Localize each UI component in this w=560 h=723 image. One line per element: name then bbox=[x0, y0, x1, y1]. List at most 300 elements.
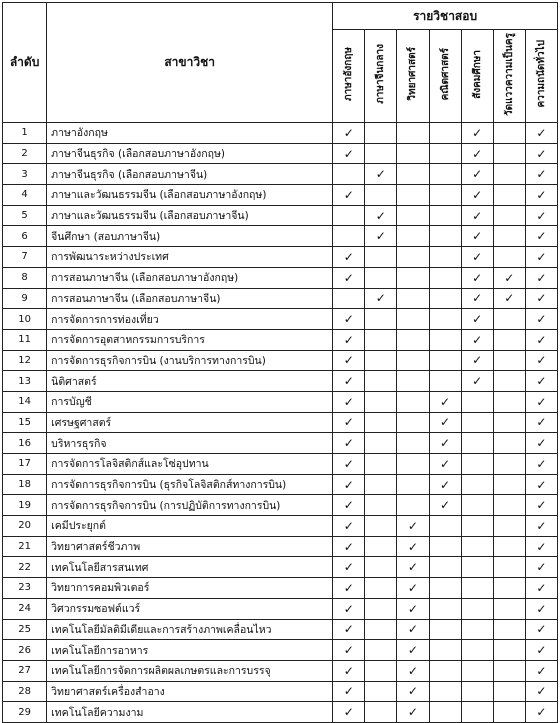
subject-cell bbox=[461, 578, 493, 599]
subject-cell bbox=[525, 123, 557, 144]
exam-subjects-table bbox=[2, 2, 558, 723]
subject-cell bbox=[365, 309, 397, 330]
check-mark-icon: ✓ bbox=[440, 477, 451, 492]
subject-cell bbox=[493, 288, 525, 309]
program-name: เศรษฐศาสตร์ bbox=[47, 412, 333, 433]
subject-header-label: สังคมศึกษา bbox=[471, 49, 483, 99]
subject-cell bbox=[525, 371, 557, 392]
subject-cell bbox=[365, 536, 397, 557]
subject-cell bbox=[333, 164, 365, 185]
row-number: 7 bbox=[3, 247, 47, 268]
check-mark-icon: ✓ bbox=[440, 498, 451, 513]
check-mark-icon: ✓ bbox=[536, 456, 547, 471]
row-number: 18 bbox=[3, 474, 47, 495]
subject-cell bbox=[525, 495, 557, 516]
subject-cell bbox=[397, 412, 429, 433]
subject-cell bbox=[397, 640, 429, 661]
check-mark-icon: ✓ bbox=[343, 415, 354, 430]
check-mark-icon: ✓ bbox=[472, 249, 483, 264]
check-mark-icon: ✓ bbox=[407, 643, 418, 658]
subject-cell bbox=[493, 143, 525, 164]
subject-cell bbox=[333, 143, 365, 164]
program-name: เคมีประยุกต์ bbox=[47, 516, 333, 537]
check-mark-icon: ✓ bbox=[407, 518, 418, 533]
subject-cell bbox=[365, 640, 397, 661]
subject-cell bbox=[429, 536, 461, 557]
header-program: สาขาวิชา bbox=[47, 3, 333, 123]
subject-cell bbox=[493, 164, 525, 185]
header-subjects-group: รายวิชาสอบ bbox=[333, 3, 558, 30]
subject-header-1 bbox=[333, 30, 365, 123]
program-name: เทคโนโลยีความงาม bbox=[47, 702, 333, 723]
subject-cell bbox=[429, 412, 461, 433]
subject-cell bbox=[525, 412, 557, 433]
check-mark-icon: ✓ bbox=[343, 622, 354, 637]
check-mark-icon: ✓ bbox=[472, 374, 483, 389]
check-mark-icon: ✓ bbox=[343, 146, 354, 161]
program-name: ภาษาอังกฤษ bbox=[47, 123, 333, 144]
subject-cell bbox=[525, 536, 557, 557]
subject-cell bbox=[461, 536, 493, 557]
check-mark-icon: ✓ bbox=[375, 167, 386, 182]
subject-cell bbox=[493, 391, 525, 412]
subject-cell bbox=[493, 185, 525, 206]
subject-cell bbox=[461, 247, 493, 268]
check-mark-icon: ✓ bbox=[536, 622, 547, 637]
check-mark-icon: ✓ bbox=[536, 291, 547, 306]
subject-cell bbox=[397, 350, 429, 371]
subject-cell bbox=[365, 226, 397, 247]
subject-cell bbox=[429, 391, 461, 412]
subject-cell bbox=[365, 660, 397, 681]
table-body bbox=[3, 123, 558, 723]
table-row bbox=[3, 371, 558, 392]
check-mark-icon: ✓ bbox=[472, 187, 483, 202]
subject-cell bbox=[461, 598, 493, 619]
subject-cell bbox=[461, 205, 493, 226]
check-mark-icon: ✓ bbox=[536, 560, 547, 575]
check-mark-icon: ✓ bbox=[536, 249, 547, 264]
row-number: 28 bbox=[3, 681, 47, 702]
table-row bbox=[3, 598, 558, 619]
check-mark-icon: ✓ bbox=[343, 684, 354, 699]
subject-cell bbox=[461, 495, 493, 516]
check-mark-icon: ✓ bbox=[343, 560, 354, 575]
subject-header-label: ภาษาจีนกลาง bbox=[375, 44, 387, 104]
subject-cell bbox=[493, 412, 525, 433]
table-row bbox=[3, 536, 558, 557]
subject-cell bbox=[429, 226, 461, 247]
subject-cell bbox=[365, 681, 397, 702]
check-mark-icon: ✓ bbox=[343, 539, 354, 554]
program-name: บริหารธุรกิจ bbox=[47, 433, 333, 454]
subject-cell bbox=[525, 185, 557, 206]
subject-cell bbox=[397, 185, 429, 206]
subject-cell bbox=[365, 557, 397, 578]
subject-cell bbox=[333, 495, 365, 516]
check-mark-icon: ✓ bbox=[536, 208, 547, 223]
subject-cell bbox=[429, 640, 461, 661]
subject-cell bbox=[365, 578, 397, 599]
check-mark-icon: ✓ bbox=[343, 498, 354, 513]
subject-cell bbox=[365, 205, 397, 226]
table-row bbox=[3, 205, 558, 226]
row-number: 8 bbox=[3, 267, 47, 288]
subject-cell bbox=[397, 578, 429, 599]
subject-cell bbox=[365, 123, 397, 144]
subject-cell bbox=[525, 660, 557, 681]
subject-cell bbox=[493, 495, 525, 516]
subject-cell bbox=[333, 557, 365, 578]
subject-cell bbox=[397, 205, 429, 226]
subject-cell bbox=[493, 371, 525, 392]
check-mark-icon: ✓ bbox=[536, 643, 547, 658]
subject-cell bbox=[429, 247, 461, 268]
row-number: 25 bbox=[3, 619, 47, 640]
check-mark-icon: ✓ bbox=[536, 684, 547, 699]
subject-cell bbox=[429, 516, 461, 537]
check-mark-icon: ✓ bbox=[536, 477, 547, 492]
row-number: 4 bbox=[3, 185, 47, 206]
row-number: 29 bbox=[3, 702, 47, 723]
check-mark-icon: ✓ bbox=[343, 580, 354, 595]
program-name: การสอนภาษาจีน (เลือกสอบภาษาจีน) bbox=[47, 288, 333, 309]
subject-cell bbox=[493, 267, 525, 288]
subject-cell bbox=[397, 681, 429, 702]
subject-cell bbox=[333, 660, 365, 681]
row-number: 11 bbox=[3, 329, 47, 350]
check-mark-icon: ✓ bbox=[472, 353, 483, 368]
check-mark-icon: ✓ bbox=[536, 167, 547, 182]
subject-cell bbox=[365, 412, 397, 433]
subject-cell bbox=[461, 123, 493, 144]
check-mark-icon: ✓ bbox=[504, 270, 515, 285]
subject-cell bbox=[365, 350, 397, 371]
check-mark-icon: ✓ bbox=[407, 601, 418, 616]
subject-cell bbox=[333, 681, 365, 702]
subject-header-7 bbox=[525, 30, 557, 123]
subject-cell bbox=[333, 702, 365, 723]
table-row bbox=[3, 329, 558, 350]
subject-cell bbox=[429, 454, 461, 475]
subject-cell bbox=[493, 123, 525, 144]
table-row bbox=[3, 412, 558, 433]
subject-cell bbox=[365, 495, 397, 516]
check-mark-icon: ✓ bbox=[472, 291, 483, 306]
check-mark-icon: ✓ bbox=[343, 643, 354, 658]
table-row bbox=[3, 123, 558, 144]
subject-cell bbox=[461, 185, 493, 206]
subject-cell bbox=[461, 702, 493, 723]
subject-cell bbox=[429, 660, 461, 681]
subject-cell bbox=[461, 391, 493, 412]
subject-cell bbox=[461, 309, 493, 330]
check-mark-icon: ✓ bbox=[504, 291, 515, 306]
subject-cell bbox=[397, 474, 429, 495]
subject-cell bbox=[429, 578, 461, 599]
subject-cell bbox=[365, 288, 397, 309]
subject-cell bbox=[493, 329, 525, 350]
check-mark-icon: ✓ bbox=[536, 415, 547, 430]
row-number: 26 bbox=[3, 640, 47, 661]
table-row bbox=[3, 516, 558, 537]
subject-cell bbox=[397, 247, 429, 268]
subject-cell bbox=[397, 309, 429, 330]
program-name: จีนศึกษา (สอบภาษาจีน) bbox=[47, 226, 333, 247]
subject-cell bbox=[333, 350, 365, 371]
subject-cell bbox=[365, 474, 397, 495]
subject-cell bbox=[429, 205, 461, 226]
subject-cell bbox=[365, 598, 397, 619]
check-mark-icon: ✓ bbox=[536, 187, 547, 202]
subject-cell bbox=[333, 536, 365, 557]
subject-cell bbox=[525, 247, 557, 268]
subject-cell bbox=[525, 433, 557, 454]
program-name: วิทยาศาสตร์เครื่องสำอาง bbox=[47, 681, 333, 702]
subject-cell bbox=[333, 226, 365, 247]
subject-cell bbox=[365, 267, 397, 288]
check-mark-icon: ✓ bbox=[343, 436, 354, 451]
subject-cell bbox=[493, 619, 525, 640]
table-row bbox=[3, 267, 558, 288]
subject-cell bbox=[333, 640, 365, 661]
table-row bbox=[3, 557, 558, 578]
check-mark-icon: ✓ bbox=[343, 456, 354, 471]
subject-cell bbox=[333, 578, 365, 599]
subject-cell bbox=[525, 391, 557, 412]
table-row bbox=[3, 640, 558, 661]
subject-cell bbox=[429, 681, 461, 702]
subject-cell bbox=[461, 288, 493, 309]
subject-cell bbox=[461, 681, 493, 702]
program-name: ภาษาและวัฒนธรรมจีน (เลือกสอบภาษาอังกฤษ) bbox=[47, 185, 333, 206]
subject-cell bbox=[461, 516, 493, 537]
check-mark-icon: ✓ bbox=[407, 705, 418, 720]
subject-cell bbox=[429, 557, 461, 578]
subject-cell bbox=[397, 454, 429, 475]
subject-cell bbox=[365, 185, 397, 206]
row-number: 27 bbox=[3, 660, 47, 681]
subject-cell bbox=[493, 640, 525, 661]
subject-cell bbox=[365, 247, 397, 268]
subject-cell bbox=[525, 578, 557, 599]
subject-header-2 bbox=[365, 30, 397, 123]
table-row bbox=[3, 391, 558, 412]
subject-cell bbox=[429, 288, 461, 309]
check-mark-icon: ✓ bbox=[536, 436, 547, 451]
check-mark-icon: ✓ bbox=[343, 187, 354, 202]
subject-cell bbox=[365, 164, 397, 185]
subject-cell bbox=[397, 433, 429, 454]
row-number: 10 bbox=[3, 309, 47, 330]
subject-cell bbox=[397, 371, 429, 392]
program-name: เทคโนโลยีสารสนเทศ bbox=[47, 557, 333, 578]
program-name: ภาษาจีนธุรกิจ (เลือกสอบภาษาจีน) bbox=[47, 164, 333, 185]
subject-cell bbox=[397, 164, 429, 185]
subject-cell bbox=[461, 474, 493, 495]
subject-cell bbox=[429, 495, 461, 516]
check-mark-icon: ✓ bbox=[472, 146, 483, 161]
check-mark-icon: ✓ bbox=[536, 580, 547, 595]
check-mark-icon: ✓ bbox=[536, 146, 547, 161]
program-name: วิศวกรรมซอฟต์แวร์ bbox=[47, 598, 333, 619]
check-mark-icon: ✓ bbox=[472, 167, 483, 182]
program-name: การสอนภาษาจีน (เลือกสอบภาษาอังกฤษ) bbox=[47, 267, 333, 288]
subject-cell bbox=[365, 619, 397, 640]
check-mark-icon: ✓ bbox=[472, 332, 483, 347]
check-mark-icon: ✓ bbox=[343, 663, 354, 678]
subject-cell bbox=[493, 598, 525, 619]
check-mark-icon: ✓ bbox=[536, 394, 547, 409]
subject-cell bbox=[429, 123, 461, 144]
table-row bbox=[3, 143, 558, 164]
subject-cell bbox=[525, 598, 557, 619]
check-mark-icon: ✓ bbox=[343, 477, 354, 492]
subject-header-label: วิทยาศาสตร์ bbox=[407, 47, 419, 101]
subject-cell bbox=[429, 433, 461, 454]
subject-cell bbox=[397, 267, 429, 288]
subject-cell bbox=[333, 123, 365, 144]
row-number: 2 bbox=[3, 143, 47, 164]
subject-cell bbox=[493, 516, 525, 537]
check-mark-icon: ✓ bbox=[536, 312, 547, 327]
subject-cell bbox=[461, 143, 493, 164]
table-row bbox=[3, 226, 558, 247]
subject-header-label: ความถนัดทั่วไป bbox=[535, 40, 547, 108]
program-name: การจัดการการท่องเที่ยว bbox=[47, 309, 333, 330]
subject-cell bbox=[525, 205, 557, 226]
subject-cell bbox=[397, 516, 429, 537]
program-name: การจัดการธุรกิจการบิน (ธุรกิจโลจิสติกส์ทางการบิน) bbox=[47, 474, 333, 495]
check-mark-icon: ✓ bbox=[407, 560, 418, 575]
check-mark-icon: ✓ bbox=[343, 249, 354, 264]
check-mark-icon: ✓ bbox=[407, 684, 418, 699]
subject-header-label: วัดแววความเป็นครู bbox=[503, 32, 515, 116]
subject-cell bbox=[429, 164, 461, 185]
subject-cell bbox=[461, 350, 493, 371]
check-mark-icon: ✓ bbox=[343, 270, 354, 285]
check-mark-icon: ✓ bbox=[343, 332, 354, 347]
check-mark-icon: ✓ bbox=[536, 518, 547, 533]
program-name: การบัญชี bbox=[47, 391, 333, 412]
subject-cell bbox=[525, 226, 557, 247]
subject-cell bbox=[525, 681, 557, 702]
subject-cell bbox=[493, 681, 525, 702]
subject-cell bbox=[525, 516, 557, 537]
subject-cell bbox=[493, 247, 525, 268]
subject-cell bbox=[525, 619, 557, 640]
subject-cell bbox=[429, 702, 461, 723]
subject-cell bbox=[429, 598, 461, 619]
subject-cell bbox=[333, 516, 365, 537]
subject-cell bbox=[525, 267, 557, 288]
subject-cell bbox=[397, 143, 429, 164]
check-mark-icon: ✓ bbox=[375, 291, 386, 306]
subject-cell bbox=[461, 164, 493, 185]
subject-cell bbox=[493, 205, 525, 226]
subject-cell bbox=[365, 391, 397, 412]
check-mark-icon: ✓ bbox=[536, 332, 547, 347]
subject-cell bbox=[461, 226, 493, 247]
check-mark-icon: ✓ bbox=[536, 270, 547, 285]
row-number: 12 bbox=[3, 350, 47, 371]
subject-cell bbox=[493, 660, 525, 681]
row-number: 21 bbox=[3, 536, 47, 557]
subject-cell bbox=[365, 516, 397, 537]
row-number: 5 bbox=[3, 205, 47, 226]
subject-cell bbox=[461, 267, 493, 288]
subject-cell bbox=[461, 412, 493, 433]
program-name: เทคโนโลยีการอาหาร bbox=[47, 640, 333, 661]
subject-cell bbox=[525, 702, 557, 723]
row-number: 1 bbox=[3, 123, 47, 144]
table-row bbox=[3, 247, 558, 268]
subject-cell bbox=[525, 350, 557, 371]
check-mark-icon: ✓ bbox=[375, 229, 386, 244]
subject-cell bbox=[429, 185, 461, 206]
program-name: เทคโนโลยีมัลติมีเดียและการสร้างภาพเคลื่อนไหว bbox=[47, 619, 333, 640]
subject-cell bbox=[365, 143, 397, 164]
subject-cell bbox=[461, 557, 493, 578]
subject-cell bbox=[397, 702, 429, 723]
subject-cell bbox=[461, 371, 493, 392]
subject-cell bbox=[525, 143, 557, 164]
subject-cell bbox=[429, 371, 461, 392]
table-row bbox=[3, 454, 558, 475]
subject-cell bbox=[365, 329, 397, 350]
subject-cell bbox=[493, 578, 525, 599]
table-row bbox=[3, 495, 558, 516]
program-name: เทคโนโลยีการจัดการผลิตผลเกษตรและการบรรจุ bbox=[47, 660, 333, 681]
subject-cell bbox=[525, 164, 557, 185]
subject-cell bbox=[397, 288, 429, 309]
subject-cell bbox=[461, 454, 493, 475]
subject-cell bbox=[493, 454, 525, 475]
table-row bbox=[3, 309, 558, 330]
subject-cell bbox=[333, 247, 365, 268]
subject-cell bbox=[333, 267, 365, 288]
subject-cell bbox=[493, 226, 525, 247]
check-mark-icon: ✓ bbox=[440, 415, 451, 430]
subject-cell bbox=[525, 557, 557, 578]
subject-cell bbox=[493, 702, 525, 723]
table-row bbox=[3, 660, 558, 681]
program-name: นิติศาสตร์ bbox=[47, 371, 333, 392]
check-mark-icon: ✓ bbox=[536, 229, 547, 244]
row-number: 22 bbox=[3, 557, 47, 578]
check-mark-icon: ✓ bbox=[536, 374, 547, 389]
check-mark-icon: ✓ bbox=[536, 125, 547, 140]
row-number: 17 bbox=[3, 454, 47, 475]
table-row bbox=[3, 578, 558, 599]
check-mark-icon: ✓ bbox=[343, 394, 354, 409]
row-number: 16 bbox=[3, 433, 47, 454]
table-row bbox=[3, 288, 558, 309]
subject-cell bbox=[365, 454, 397, 475]
program-name: วิทยาศาสตร์ชีวภาพ bbox=[47, 536, 333, 557]
subject-cell bbox=[333, 598, 365, 619]
subject-cell bbox=[397, 660, 429, 681]
subject-cell bbox=[333, 371, 365, 392]
row-number: 15 bbox=[3, 412, 47, 433]
check-mark-icon: ✓ bbox=[440, 456, 451, 471]
subject-cell bbox=[365, 371, 397, 392]
subject-cell bbox=[461, 619, 493, 640]
row-number: 3 bbox=[3, 164, 47, 185]
row-number: 13 bbox=[3, 371, 47, 392]
subject-cell bbox=[461, 660, 493, 681]
check-mark-icon: ✓ bbox=[343, 705, 354, 720]
